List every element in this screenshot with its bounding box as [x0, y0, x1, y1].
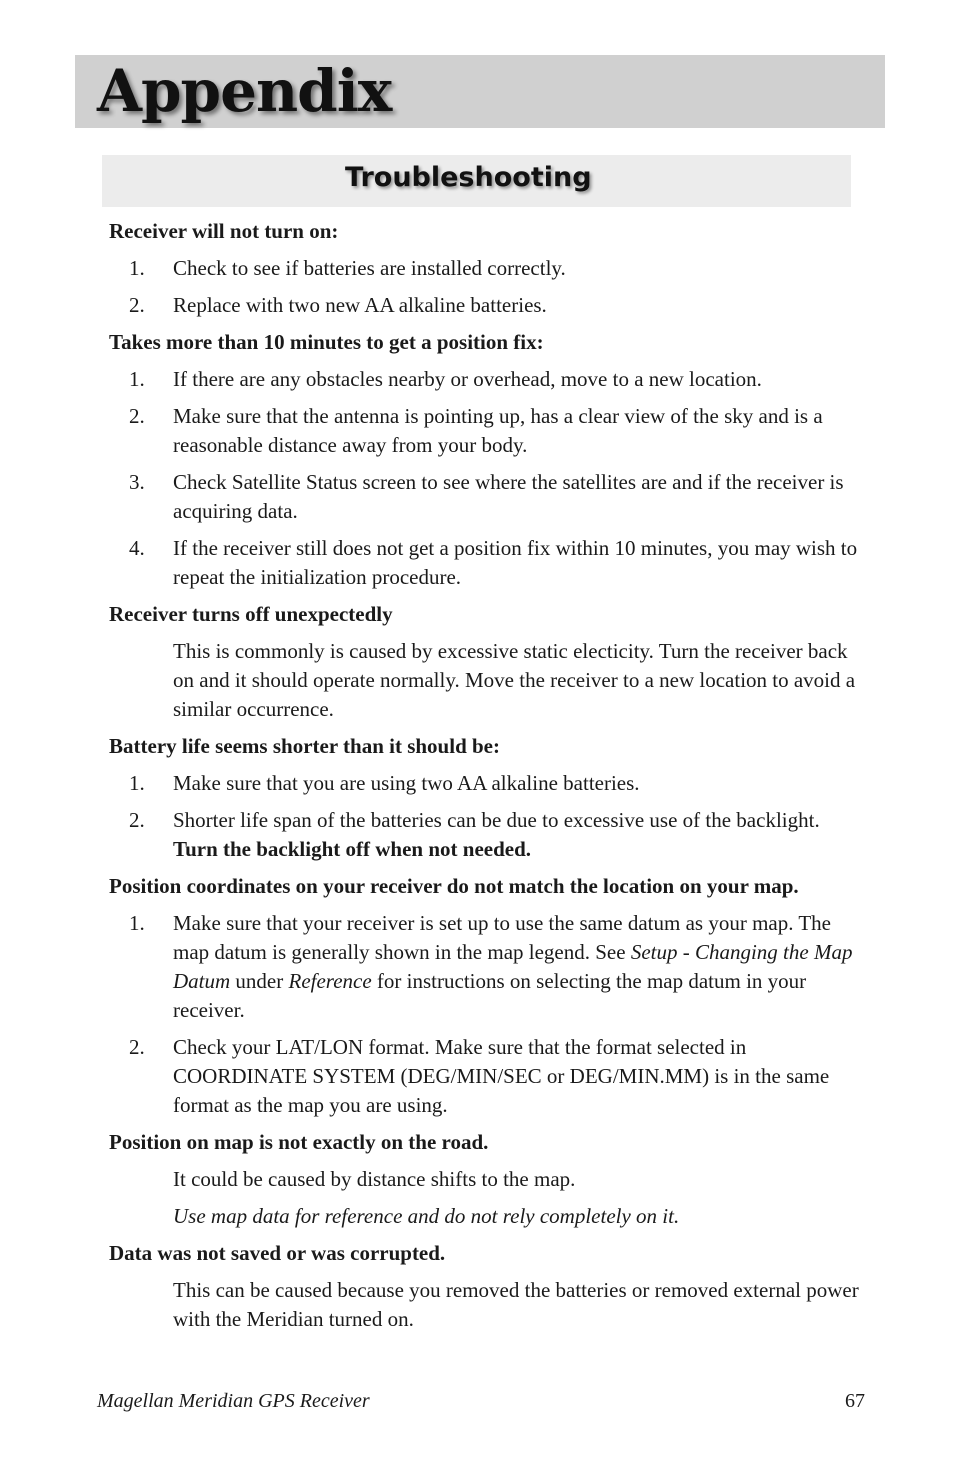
section-banner [102, 155, 851, 207]
list-item [109, 468, 869, 526]
item-number: 2. [129, 293, 145, 317]
list-item [109, 534, 869, 592]
item-text [173, 909, 869, 1025]
item-number: 1. [129, 911, 145, 935]
page-title: Appendix [97, 57, 392, 125]
list-battery [109, 769, 869, 864]
item-text: Check Satellite Status screen to see where the satellites are and if the receiver is acquiring data. [173, 470, 844, 523]
list-item [109, 291, 869, 320]
list-item [109, 402, 869, 460]
item-text-bold: Turn the backlight off when not needed. [173, 837, 532, 861]
item-text: Check to see if batteries are installed correctly. [173, 256, 566, 280]
item-text: If the receiver still does not get a position fix within 10 minutes, you may wish to repeat the initialization procedure. [173, 536, 858, 589]
page-number: 67 [845, 1390, 865, 1412]
item-number: 1. [129, 771, 145, 795]
item-text: Check your LAT/LON format. Make sure that the format selected in COORDINATE SYSTEM (DEG/MIN/SEC or DEG/MIN.MM) is in the same format as the map you are using. [173, 1035, 830, 1117]
item-text: Replace with two new AA alkaline batteries. [173, 293, 547, 317]
paragraph-road-note: Use map data for reference and do not rely completely on it. [173, 1204, 680, 1228]
item-number: 2. [129, 404, 145, 428]
issue-heading-turns-off: Receiver turns off unexpectedly [109, 602, 393, 626]
item-number: 2. [129, 1035, 145, 1059]
item-number: 2. [129, 808, 145, 832]
paragraph-data: This can be caused because you removed the batteries or removed external power with the Meridian turned on. [173, 1278, 859, 1331]
issue-heading-data: Data was not saved or was corrupted. [109, 1241, 446, 1265]
list-item [109, 1033, 869, 1120]
item-text-italic: Setup - Changing the Map Datum [173, 940, 853, 993]
item-text-plain: under [230, 969, 289, 993]
issue-heading-battery: Battery life seems shorter than it should be: [109, 734, 500, 758]
item-text-italic: Reference [288, 969, 372, 993]
item-number: 1. [129, 256, 145, 280]
item-number: 3. [129, 470, 145, 494]
item-number: 1. [129, 367, 145, 391]
list-slow-fix [109, 365, 869, 592]
issue-heading-coordinates: Position coordinates on your receiver do not match the location on your map. [109, 874, 799, 898]
item-text [173, 806, 869, 864]
item-text-plain: for instructions on selecting the map datum in your receiver. [173, 969, 807, 1022]
item-text-plain: Shorter life span of the batteries can be due to excessive use of the backlight. [173, 808, 820, 832]
footer-title: Magellan Meridian GPS Receiver [97, 1390, 370, 1412]
issue-heading-slow-fix: Takes more than 10 minutes to get a position fix: [109, 330, 544, 354]
appendix-banner [75, 55, 885, 128]
list-item [109, 909, 869, 1025]
list-item [109, 254, 869, 283]
list-no-power [109, 254, 869, 320]
paragraph-turns-off: This is commonly is caused by excessive static electicity. Turn the receiver back on and it should operate normally. Move the receiver to a new location to avoid a similar occurrence. [173, 639, 856, 721]
item-text: Make sure that you are using two AA alkaline batteries. [173, 771, 640, 795]
item-text: If there are any obstacles nearby or overhead, move to a new location. [173, 367, 762, 391]
list-item [109, 806, 869, 864]
list-item [109, 769, 869, 798]
issue-heading-no-power: Receiver will not turn on: [109, 219, 339, 243]
issue-heading-road: Position on map is not exactly on the road. [109, 1130, 489, 1154]
item-text-plain: Make sure that your receiver is set up to use the same datum as your map. The map datum is generally shown in the map legend. See [173, 911, 832, 964]
list-coordinates [109, 909, 869, 1120]
troubleshooting-content [109, 217, 869, 1342]
paragraph-road: It could be caused by distance shifts to the map. [173, 1167, 576, 1191]
item-text: Make sure that the antenna is pointing up, has a clear view of the sky and is a reasonable distance away from your body. [173, 404, 823, 457]
section-title: Troubleshooting [345, 162, 592, 193]
list-item [109, 365, 869, 394]
item-number: 4. [129, 536, 145, 560]
